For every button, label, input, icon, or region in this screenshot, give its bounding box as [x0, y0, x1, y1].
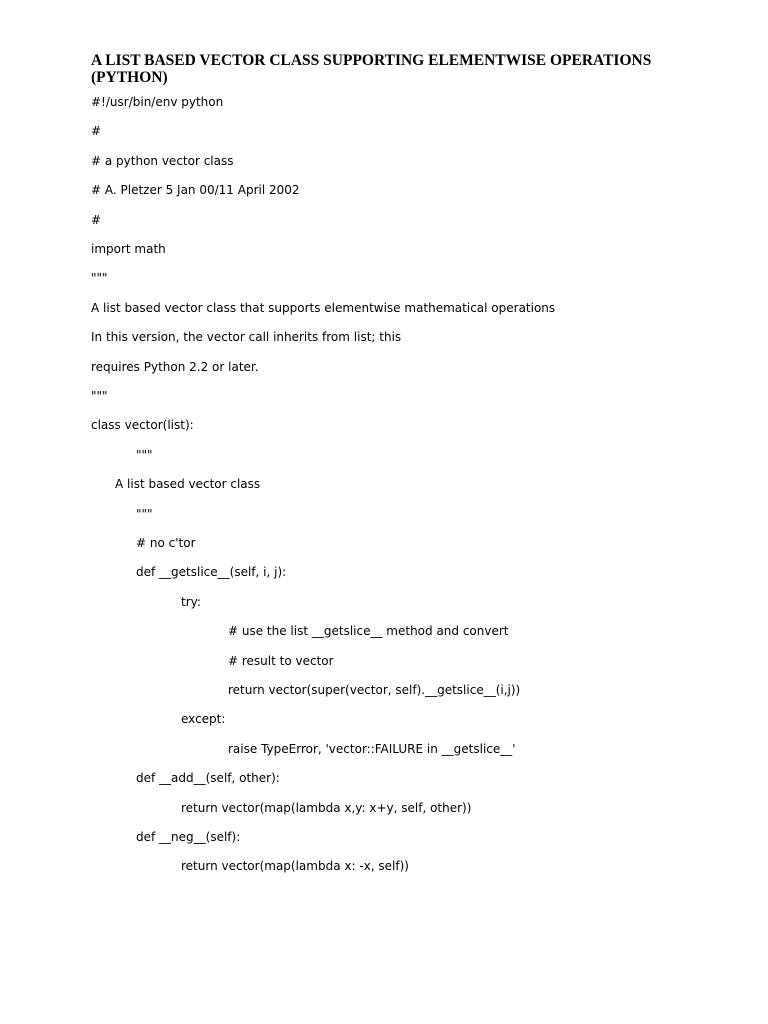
- code-line: #: [91, 213, 102, 227]
- code-line: import math: [91, 242, 166, 256]
- code-line: return vector(map(lambda x: -x, self)): [181, 859, 409, 873]
- code-line: In this version, the vector call inherits from list; this: [91, 330, 402, 344]
- code-line: def __getslice__(self, i, j):: [136, 565, 287, 579]
- code-line: A list based vector class: [115, 477, 261, 491]
- code-line: # a python vector class: [91, 154, 234, 168]
- code-line: #!/usr/bin/env python: [91, 95, 224, 109]
- code-line: class vector(list):: [91, 418, 194, 432]
- code-line: def __neg__(self):: [136, 830, 241, 844]
- code-line: #: [91, 124, 102, 138]
- code-line: """: [91, 271, 108, 285]
- code-line: A list based vector class that supports elementwise mathematical operations: [91, 301, 556, 315]
- code-line: return vector(map(lambda x,y: x+y, self, other)): [181, 801, 472, 815]
- code-line: """: [91, 389, 108, 403]
- code-line: try:: [181, 595, 201, 609]
- code-line: """: [136, 448, 153, 462]
- code-line: requires Python 2.2 or later.: [91, 360, 259, 374]
- code-line: def __add__(self, other):: [136, 771, 280, 785]
- code-line: except:: [181, 712, 226, 726]
- code-line: return vector(super(vector, self).__getslice__(i,j)): [228, 683, 521, 697]
- code-line: """: [136, 507, 153, 521]
- code-line: # result to vector: [228, 654, 334, 668]
- code-line: # A. Pletzer 5 Jan 00/11 April 2002: [91, 183, 300, 197]
- code-line: # use the list __getslice__ method and convert: [228, 624, 509, 638]
- code-line: # no c'tor: [136, 536, 196, 550]
- code-line: raise TypeError, 'vector::FAILURE in __getslice__': [228, 742, 516, 756]
- document-title: A LIST BASED VECTOR CLASS SUPPORTING ELEMENTWISE OPERATIONS (PYTHON): [91, 52, 652, 86]
